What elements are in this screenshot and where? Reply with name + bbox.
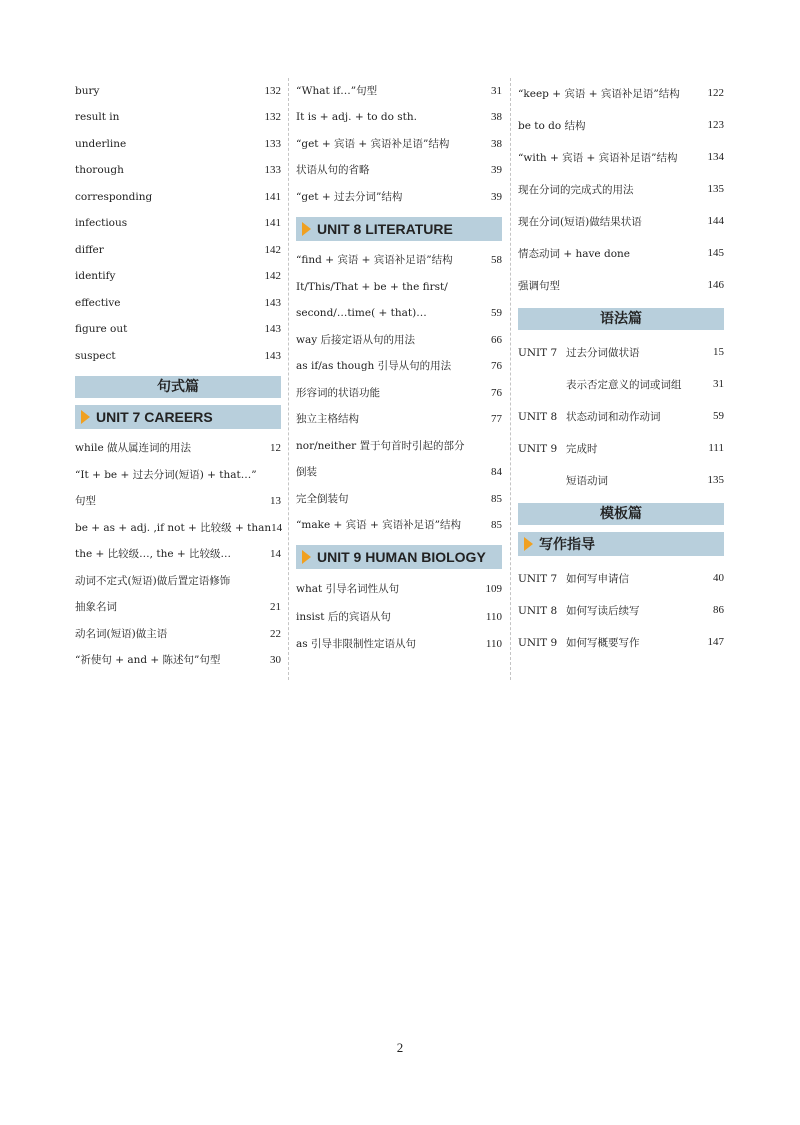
entry-page: 59 bbox=[491, 307, 502, 320]
section-header-sentence-patterns: 句式篇 bbox=[75, 376, 281, 398]
toc-column-1 bbox=[75, 78, 281, 674]
entry-title: insist 后的宾语从句 bbox=[296, 610, 391, 623]
toc-entry[interactable] bbox=[518, 369, 724, 401]
toc-entry[interactable] bbox=[75, 462, 281, 489]
toc-entry[interactable] bbox=[75, 515, 281, 542]
toc-column-2 bbox=[296, 78, 502, 659]
toc-entry[interactable] bbox=[518, 337, 724, 369]
entry-title: suspect bbox=[75, 349, 116, 362]
entry-title: “with + 宾语 + 宾语补足语”结构 bbox=[518, 151, 678, 164]
toc-entry[interactable] bbox=[296, 576, 502, 604]
entry-title: be + as + adj. ,if not + 比较级 + than bbox=[75, 521, 272, 534]
entry-page: 38 bbox=[491, 111, 502, 124]
entry-title: 过去分词做状语 bbox=[566, 346, 640, 359]
toc-entry[interactable] bbox=[296, 184, 502, 211]
entry-title: 现在分词(短语)做结果状语 bbox=[518, 215, 642, 228]
entry-title: result in bbox=[75, 111, 120, 124]
entry-page: 12 bbox=[270, 442, 281, 455]
toc-entry[interactable] bbox=[75, 184, 281, 211]
entry-page: 76 bbox=[491, 360, 502, 373]
unit-label: UNIT 9 bbox=[518, 442, 558, 455]
toc-entry[interactable] bbox=[296, 513, 502, 540]
entry-page: 133 bbox=[264, 137, 281, 150]
toc-entry[interactable] bbox=[296, 407, 502, 434]
entry-page: 84 bbox=[491, 466, 502, 479]
entry-page: 142 bbox=[264, 243, 281, 256]
toc-entry[interactable] bbox=[296, 105, 502, 132]
toc-entry[interactable] bbox=[296, 380, 502, 407]
entry-title: differ bbox=[75, 243, 104, 256]
entry-title: 现在分词的完成式的用法 bbox=[518, 183, 634, 196]
entry-title: It is + adj. + to do sth. bbox=[296, 111, 417, 124]
entry-title: as 引导非限制性定语从句 bbox=[296, 638, 416, 651]
entry-title: effective bbox=[75, 296, 121, 309]
toc-entry[interactable] bbox=[75, 158, 281, 185]
toc-entry[interactable] bbox=[75, 290, 281, 317]
toc-entry[interactable] bbox=[518, 595, 724, 627]
toc-entry[interactable] bbox=[75, 648, 281, 675]
unit-title: UNIT 9 HUMAN BIOLOGY bbox=[317, 549, 486, 565]
toc-entry[interactable] bbox=[518, 174, 724, 206]
unit-banner-unit9 bbox=[296, 545, 502, 569]
entry-title: 完成时 bbox=[566, 442, 598, 455]
toc-entry[interactable] bbox=[75, 568, 281, 595]
entry-page: 109 bbox=[485, 583, 502, 596]
entry-title: 状语从句的省略 bbox=[296, 164, 370, 177]
page-number: 2 bbox=[396, 1040, 404, 1055]
toc-entry[interactable] bbox=[518, 238, 724, 270]
toc-entry[interactable] bbox=[75, 436, 281, 463]
entry-title: 句型 bbox=[75, 495, 96, 508]
entry-page: 77 bbox=[491, 413, 502, 426]
entry-title: “It + be + 过去分词(短语) + that…” bbox=[75, 468, 257, 481]
entry-title: 独立主格结构 bbox=[296, 413, 359, 426]
entry-page: 85 bbox=[491, 492, 502, 505]
entry-title: 如何写概要写作 bbox=[566, 636, 640, 649]
entry-title: 表示否定意义的词或词组 bbox=[566, 378, 682, 391]
unit-label: UNIT 8 bbox=[518, 410, 558, 423]
unit-title: UNIT 7 CAREERS bbox=[96, 408, 213, 425]
toc-entry[interactable] bbox=[296, 460, 502, 487]
toc-entry[interactable] bbox=[296, 354, 502, 381]
entry-page: 122 bbox=[707, 87, 724, 100]
arrow-icon bbox=[302, 550, 311, 564]
toc-entry[interactable] bbox=[75, 264, 281, 291]
entry-page: 143 bbox=[264, 296, 281, 309]
entry-page: 21 bbox=[270, 601, 281, 614]
toc-entry[interactable] bbox=[296, 486, 502, 513]
toc-entry[interactable] bbox=[75, 489, 281, 516]
entry-page: 146 bbox=[707, 279, 724, 292]
toc-entry[interactable] bbox=[75, 131, 281, 158]
toc-entry[interactable] bbox=[75, 78, 281, 105]
entry-page: 15 bbox=[713, 346, 724, 359]
entry-page: 59 bbox=[713, 410, 724, 423]
unit-title: UNIT 8 LITERATURE bbox=[317, 220, 453, 237]
unit-banner-unit8 bbox=[296, 217, 502, 241]
entry-page: 30 bbox=[270, 654, 281, 667]
entry-page: 134 bbox=[707, 151, 724, 164]
entry-title: 状态动词和动作动词 bbox=[566, 410, 661, 423]
entry-title: while 做从属连词的用法 bbox=[75, 442, 192, 455]
unit-label: UNIT 8 bbox=[518, 604, 558, 617]
entry-page: 86 bbox=[713, 604, 724, 617]
toc-entry[interactable] bbox=[296, 158, 502, 185]
entry-title: figure out bbox=[75, 323, 128, 336]
entry-page: 132 bbox=[264, 84, 281, 97]
entry-title: 形容词的状语功能 bbox=[296, 386, 380, 399]
entry-title: “make + 宾语 + 宾语补足语”结构 bbox=[296, 519, 461, 532]
entry-title: “find + 宾语 + 宾语补足语”结构 bbox=[296, 254, 453, 267]
toc-entry[interactable] bbox=[75, 211, 281, 238]
entry-title: “get + 过去分词”结构 bbox=[296, 190, 403, 203]
entry-title: 如何写申请信 bbox=[566, 572, 629, 585]
entry-page: 143 bbox=[264, 349, 281, 362]
toc-entry[interactable] bbox=[518, 206, 724, 238]
entry-title: “祈使句 + and + 陈述句”句型 bbox=[75, 654, 221, 667]
entry-page: 38 bbox=[491, 137, 502, 150]
toc-entry[interactable] bbox=[518, 627, 724, 659]
entry-title: be to do 结构 bbox=[518, 119, 586, 132]
entry-page: 40 bbox=[713, 572, 724, 585]
toc-entry[interactable] bbox=[518, 401, 724, 433]
unit-title: 写作指导 bbox=[539, 537, 595, 553]
toc-entry[interactable] bbox=[75, 621, 281, 648]
toc-entry[interactable] bbox=[296, 131, 502, 158]
entry-page: 111 bbox=[708, 442, 724, 455]
entry-page: 31 bbox=[491, 84, 502, 97]
toc-entry[interactable] bbox=[296, 248, 502, 275]
toc-entry[interactable] bbox=[518, 110, 724, 142]
toc-entry[interactable] bbox=[296, 78, 502, 105]
unit-banner-unit7 bbox=[75, 405, 281, 429]
entry-page: 135 bbox=[707, 474, 724, 487]
arrow-icon bbox=[302, 222, 311, 236]
entry-title: “keep + 宾语 + 宾语补足语”结构 bbox=[518, 87, 680, 100]
entry-title: 抽象名词 bbox=[75, 601, 117, 614]
entry-page: 14 bbox=[271, 521, 283, 534]
entry-page: 14 bbox=[270, 548, 281, 561]
entry-page: 147 bbox=[707, 636, 724, 649]
entry-title: “What if…”句型 bbox=[296, 84, 378, 97]
toc-entry[interactable] bbox=[296, 433, 502, 460]
entry-page: 22 bbox=[270, 627, 281, 640]
toc-entry[interactable] bbox=[296, 301, 502, 328]
arrow-icon bbox=[524, 537, 533, 551]
column-divider bbox=[288, 78, 289, 680]
entry-title: the + 比较级…, the + 比较级… bbox=[75, 548, 232, 561]
entry-page: 58 bbox=[491, 254, 502, 267]
toc-column-3 bbox=[518, 78, 724, 659]
toc-entry[interactable] bbox=[518, 433, 724, 465]
entry-page: 31 bbox=[713, 378, 724, 391]
toc-entry[interactable] bbox=[75, 595, 281, 622]
toc-entry[interactable] bbox=[75, 343, 281, 370]
section-header-templates: 模板篇 bbox=[518, 503, 724, 525]
entry-page: 141 bbox=[264, 217, 281, 230]
toc-entry[interactable] bbox=[296, 327, 502, 354]
entry-page: 143 bbox=[264, 323, 281, 336]
entry-title: 动词不定式(短语)做后置定语修饰 bbox=[75, 574, 231, 587]
entry-title: 倒装 bbox=[296, 466, 317, 479]
entry-page: 39 bbox=[491, 164, 502, 177]
toc-entry[interactable] bbox=[75, 317, 281, 344]
entry-page: 110 bbox=[485, 610, 502, 623]
section-header-writing-guide bbox=[518, 532, 724, 556]
entry-title: nor/neither 置于句首时引起的部分 bbox=[296, 439, 465, 452]
entry-title: “get + 宾语 + 宾语补足语”结构 bbox=[296, 137, 450, 150]
arrow-icon bbox=[81, 410, 90, 424]
toc-entry[interactable] bbox=[75, 542, 281, 569]
entry-title: identify bbox=[75, 270, 116, 283]
entry-page: 133 bbox=[264, 164, 281, 177]
entry-page: 144 bbox=[707, 215, 724, 228]
entry-page: 76 bbox=[491, 386, 502, 399]
toc-entry[interactable] bbox=[518, 78, 724, 110]
toc-entry[interactable] bbox=[518, 465, 724, 497]
entry-page: 132 bbox=[264, 111, 281, 124]
entry-title: way 后接定语从句的用法 bbox=[296, 333, 416, 346]
entry-title: infectious bbox=[75, 217, 128, 230]
entry-title: 如何写读后续写 bbox=[566, 604, 640, 617]
entry-page: 141 bbox=[264, 190, 281, 203]
toc-entry[interactable] bbox=[296, 274, 502, 301]
entry-title: It/This/That + be + the first/ bbox=[296, 280, 448, 293]
unit-label: UNIT 7 bbox=[518, 572, 558, 585]
entry-title: corresponding bbox=[75, 190, 153, 203]
entry-title: 情态动词 + have done bbox=[518, 247, 630, 260]
entry-title: bury bbox=[75, 84, 100, 97]
entry-title: 强调句型 bbox=[518, 279, 560, 292]
column-divider bbox=[510, 78, 511, 680]
entry-title: what 引导名词性从句 bbox=[296, 583, 400, 596]
entry-title: 完全倒装句 bbox=[296, 492, 349, 505]
entry-page: 142 bbox=[264, 270, 281, 283]
entry-title: 动名词(短语)做主语 bbox=[75, 627, 168, 640]
toc-entry[interactable] bbox=[518, 270, 724, 302]
unit-label: UNIT 9 bbox=[518, 636, 558, 649]
entry-title: thorough bbox=[75, 164, 124, 177]
entry-page: 145 bbox=[707, 247, 724, 260]
toc-entry[interactable] bbox=[75, 105, 281, 132]
entry-title: underline bbox=[75, 137, 127, 150]
section-header-grammar: 语法篇 bbox=[518, 308, 724, 330]
toc-entry[interactable] bbox=[296, 631, 502, 659]
entry-page: 39 bbox=[491, 190, 502, 203]
entry-page: 110 bbox=[485, 638, 502, 651]
toc-entry[interactable] bbox=[296, 604, 502, 632]
entry-title: 短语动词 bbox=[566, 474, 608, 487]
entry-page: 66 bbox=[491, 333, 502, 346]
toc-entry[interactable] bbox=[518, 142, 724, 174]
toc-entry[interactable] bbox=[75, 237, 281, 264]
entry-page: 13 bbox=[270, 495, 281, 508]
unit-label: UNIT 7 bbox=[518, 346, 558, 359]
entry-title: as if/as though 引导从句的用法 bbox=[296, 360, 452, 373]
entry-title: second/…time( + that)… bbox=[296, 307, 427, 320]
entry-page: 123 bbox=[707, 119, 724, 132]
entry-page: 135 bbox=[707, 183, 724, 196]
toc-entry[interactable] bbox=[518, 563, 724, 595]
entry-page: 85 bbox=[491, 519, 502, 532]
